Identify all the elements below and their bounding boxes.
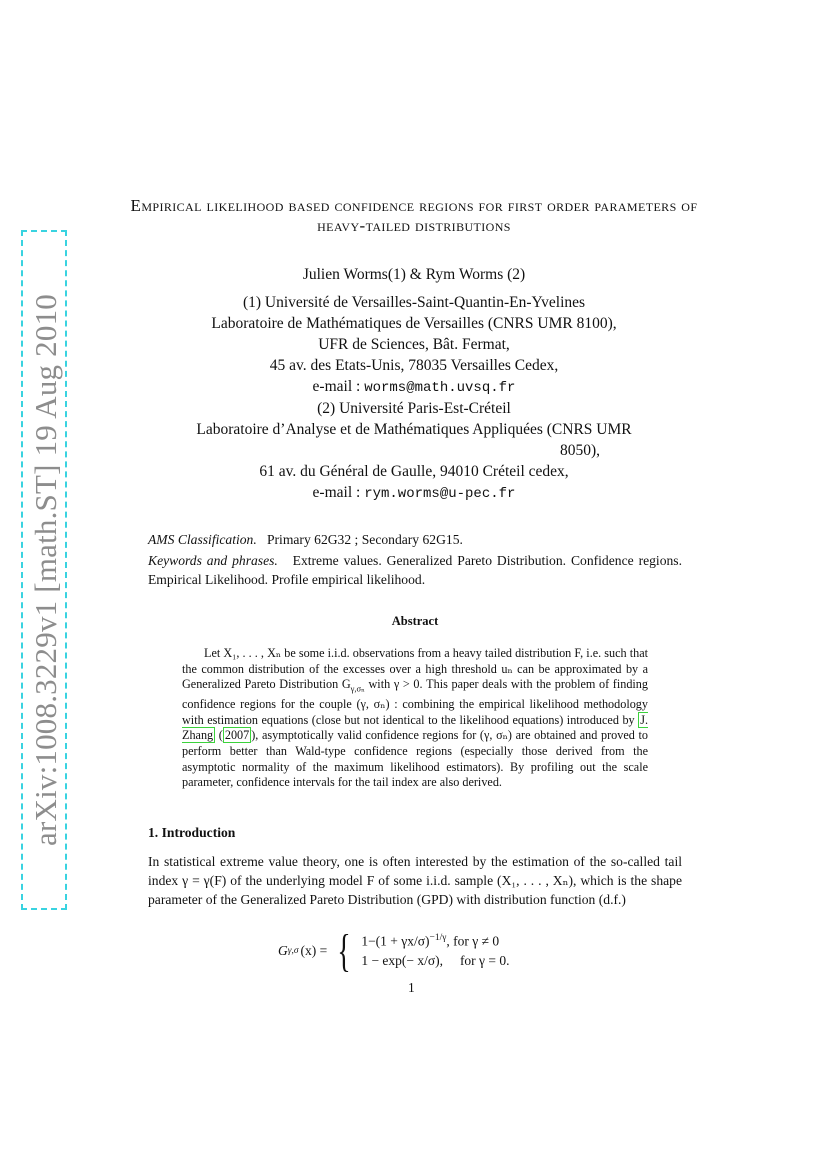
affil2-email-line — [150, 482, 678, 505]
affiliation-2 — [150, 398, 678, 505]
formula-cases — [361, 933, 509, 970]
formula-lhs: G — [278, 943, 288, 958]
authors: Julien Worms(1) & Rym Worms (2) — [302, 266, 526, 283]
page-number: 1 — [408, 980, 415, 995]
brace: { — [337, 925, 351, 976]
case2-condition: for γ = 0. — [459, 953, 510, 969]
keywords-text: Extreme values. Generalized Pareto Distribution. Confidence regions. Empirical Likelihood. Profile empirical likelihood. — [148, 553, 682, 587]
ams-text: Primary 62G32 ; Secondary 62G15. — [266, 532, 463, 547]
ams-label: AMS Classification. — [148, 532, 257, 547]
paper-title: Empirical likelihood based confidence regions for first order parameters of heavy-tailed distributions — [130, 196, 698, 235]
intro-text: In statistical extreme value theory, one is often interested by the estimation of the so-called tail index γ = γ(F) of the underlying model F of some i.i.d. sample (X₁, . . . , Xₙ), which is the shape parameter of the Generalized Pareto Distribution (GPD) with distribution function (d.f.) — [148, 854, 682, 907]
affil2-line3: 8050), — [560, 442, 601, 459]
arxiv-stamp: arXiv:1008.3229v1 [math.ST] 19 Aug 2010 — [21, 230, 67, 910]
affiliation-1 — [150, 292, 678, 399]
affil1-email-label: e-mail : — [312, 378, 365, 395]
abstract-part-2: with γ > 0. This paper deals with the problem of finding confidence regions for the couple (γ, σₙ) : combining the empirical likelihood methodology with estimation equations (close but not identical to the likelihood equations) introduced by — [182, 677, 648, 727]
case1-exponent: −1/γ — [429, 932, 447, 943]
introduction-paragraph — [148, 852, 682, 909]
affil1-line2: Laboratoire de Mathématiques de Versailles (CNRS UMR 8100), — [211, 315, 617, 332]
case1-expr: 1−(1 + γx/σ) — [361, 933, 430, 949]
affil1-email[interactable]: worms@math.uvsq.fr — [364, 380, 516, 396]
abstract-heading: Abstract — [391, 614, 439, 628]
formula-lhs-sub: γ,σ — [287, 946, 299, 956]
citation-zhang-link[interactable]: J. Zhang — [182, 712, 648, 743]
keywords-label: Keywords and phrases. — [148, 553, 278, 568]
affil1-line4: 45 av. des Etats-Unis, 78035 Versailles Cedex, — [269, 357, 559, 374]
abstract-sub: γ,σₙ — [350, 683, 365, 694]
affil2-line2: Laboratoire d’Analyse et de Mathématiques Appliquées (CNRS UMR — [196, 421, 632, 438]
case1-condition: , for γ ≠ 0 — [446, 933, 500, 949]
ams-classification — [148, 530, 682, 549]
affil1-line1: (1) Université de Versailles-Saint-Quantin-En-Yvelines — [242, 294, 586, 311]
formula-case-2 — [361, 953, 509, 969]
case2-expr: 1 − exp(− x/σ), — [361, 953, 444, 969]
keywords — [148, 551, 682, 589]
abstract-body — [182, 646, 648, 791]
citation-2007-link[interactable]: 2007 — [224, 728, 250, 743]
affil2-email[interactable]: rym.worms@u-pec.fr — [364, 486, 516, 502]
section-heading-introduction: 1. Introduction — [148, 825, 236, 840]
abstract-part-4: ), asymptotically valid confidence regions for (γ, σₙ) are obtained and proved to perform better than Wald-type confidence regions (especially those derived from the asymptotic normality of the maximum likelihood estimators). By profiling out the scale parameter, confidence intervals for the tail index are also derived. — [182, 728, 648, 790]
affil1-line3: UFR de Sciences, Bât. Fermat, — [318, 336, 510, 353]
affil2-line4: 61 av. du Général de Gaulle, 94010 Créteil cedex, — [259, 463, 569, 480]
affil2-line1: (2) Université Paris-Est-Créteil — [317, 400, 511, 417]
abstract-part-1: Let X₁, . . . , Xₙ be some i.i.d. observations from a heavy tailed distribution F, i.e. such that the common distribution of the excesses over a high threshold uₙ can be approximated by a Generalized Pareto Distribution G — [182, 646, 648, 692]
formula-case-1 — [361, 933, 509, 950]
abstract-part-3: ( — [215, 728, 223, 743]
affil1-email-line — [150, 376, 678, 399]
affil2-email-label: e-mail : — [312, 484, 365, 501]
formula-lhs-rest: (x) = — [300, 943, 328, 958]
gpd-formula — [278, 925, 510, 976]
